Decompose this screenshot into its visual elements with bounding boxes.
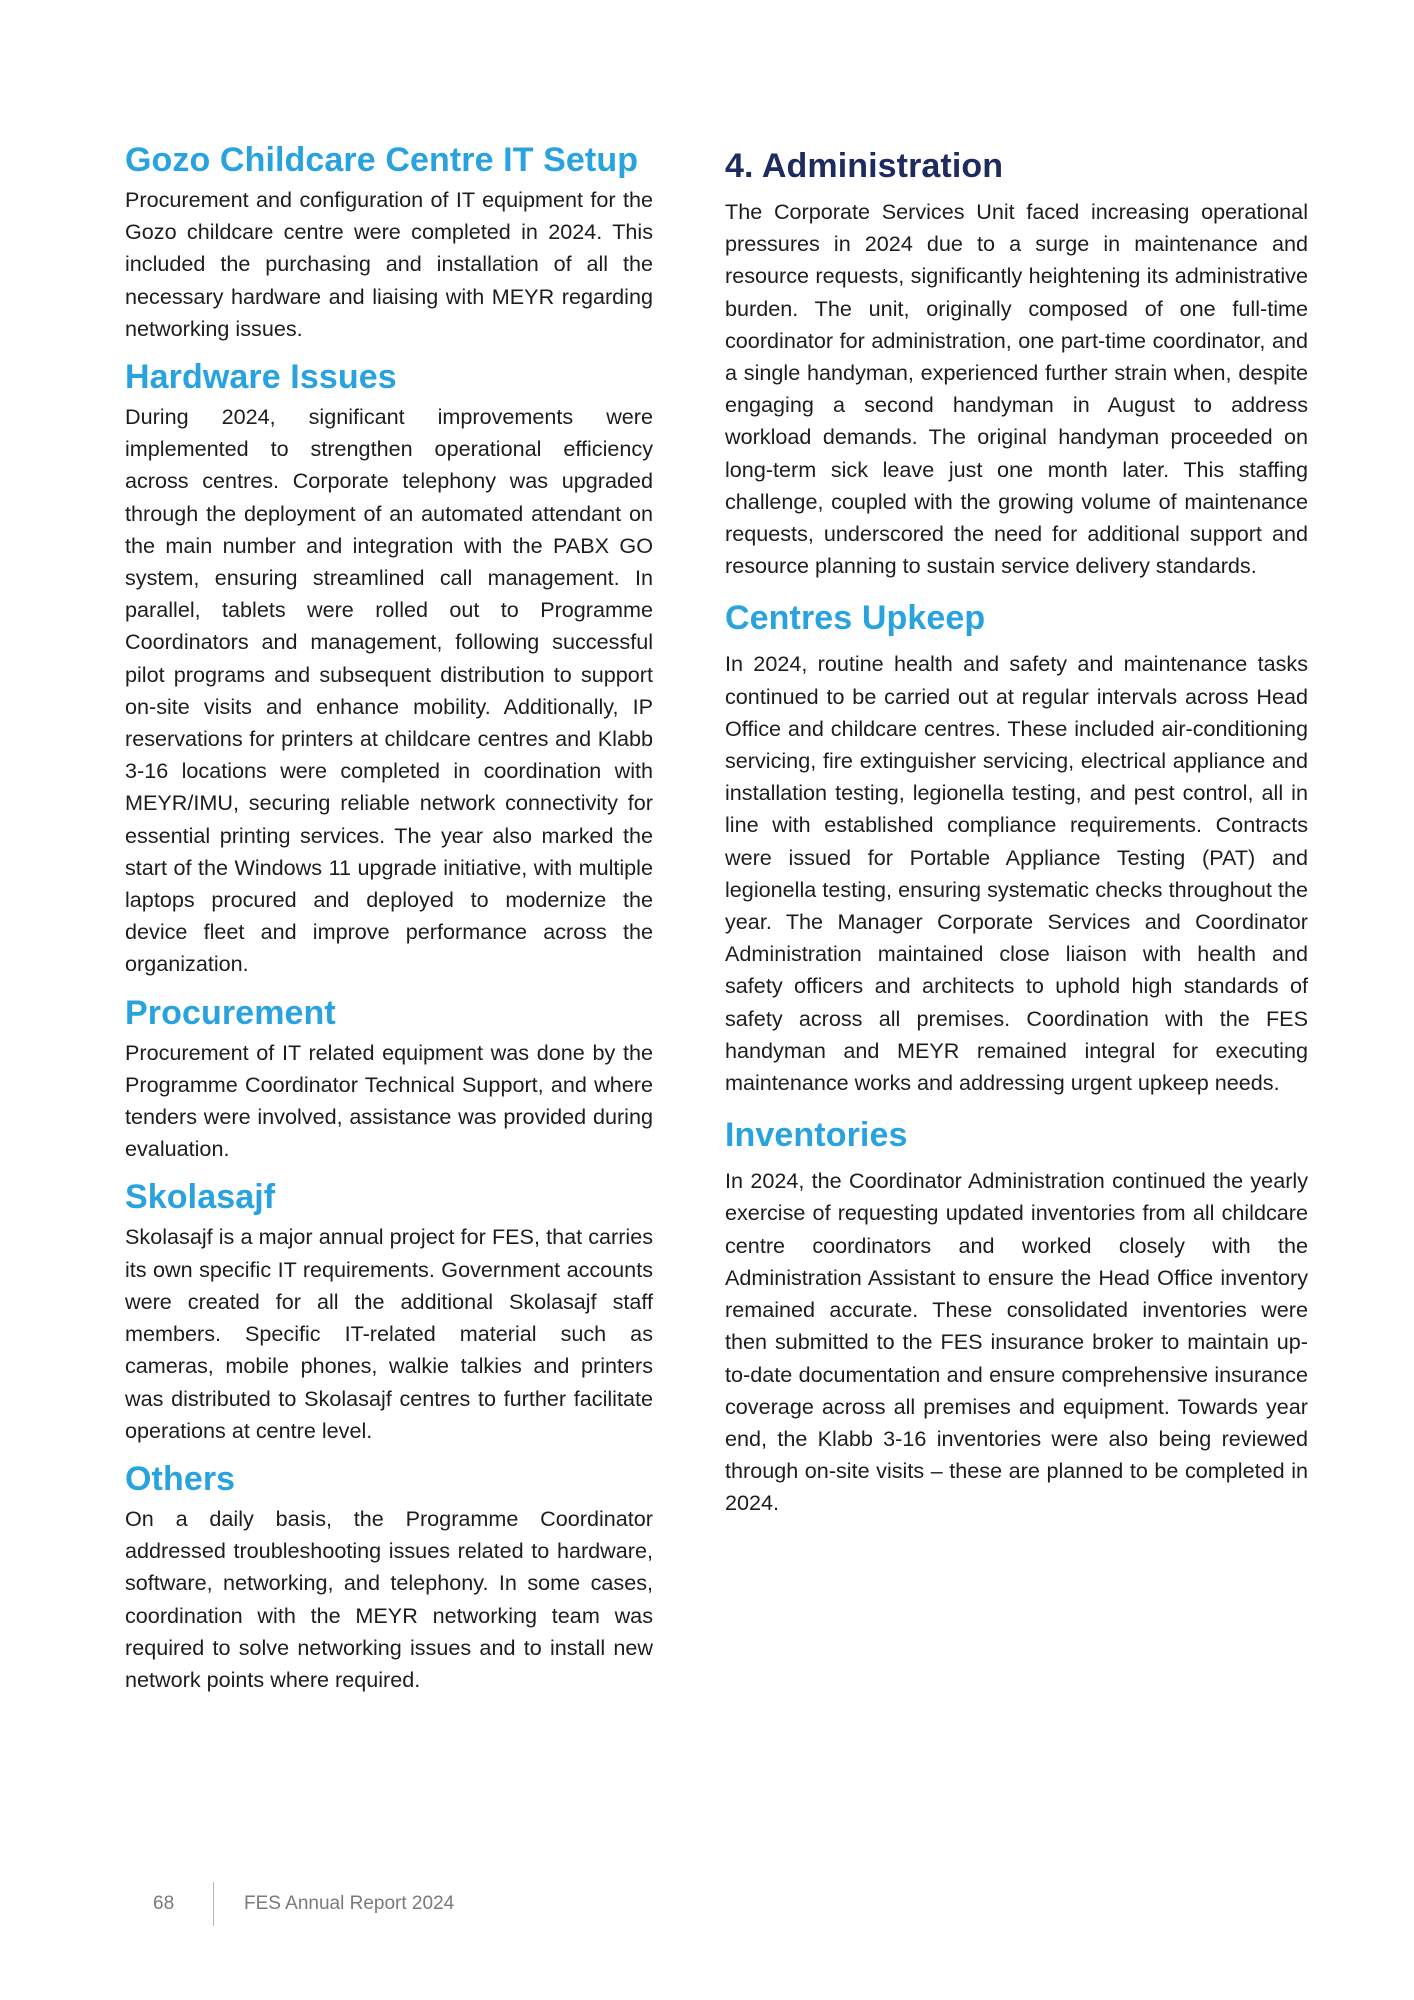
heading-others: Others	[125, 1459, 236, 1498]
paragraph-skolasajf: Skolasajf is a major annual project for FES, that carries its own specific IT requirements. Government accounts were created for all the additional Skolasajf staff members. Specific IT-related material such as cameras, mobile phones, walkie talkies and printers was distributed to Skolasajf centres to further facilitate operations at centre level.	[125, 1224, 653, 1443]
heading-procurement: Procurement	[125, 993, 336, 1032]
heading-skolasajf: Skolasajf	[125, 1178, 276, 1217]
paragraph-hardware-issues: During 2024, significant improvements were implemented to strengthen operational efficiency across centres. Corporate telephony was upgraded through the deployment of an automated attendant on the main number and integration with the PABX GO system, ensuring streamlined call management. In parallel, tablets were rolled out to Programme Coordinators and management, following successful pilot programs and subsequent distribution to support on-site visits and enhance mobility. Additionally, IP reservations for printers at childcare centres and Klabb 3-16 locations were completed in coordination with MEYR/IMU, securing reliable network connectivity for essential printing services. The year also marked the start of the Windows 11 upgrade initiative, with multiple laptops procured and deployed to modernize the device fleet and improve performance across the organization.	[125, 404, 653, 977]
heading-gozo-it-setup: Gozo Childcare Centre IT Setup	[125, 141, 639, 179]
paragraph-inventories: In 2024, the Coordinator Administration continued the yearly exercise of requesting updated inventories from all childcare centre coordinators and worked closely with the Administration Assistant to ensure the Head Office inventory remained accurate. These consolidated inventories were then submitted to the FES insurance broker to maintain up-to-date documentation and ensure comprehensive insurance coverage across all premises and equipment. Towards year end, the Klabb 3-16 inventories were also being reviewed through on-site visits – these are planned to be completed in 2024.	[725, 1168, 1308, 1516]
heading-centres-upkeep: Centres Upkeep	[725, 599, 986, 638]
paragraph-centres-upkeep: In 2024, routine health and safety and maintenance tasks continued to be carried out at regular intervals across Head Office and childcare centres. These included air-conditioning servicing, fire extinguisher servicing, electrical appliance and installation testing, legionella testing, and pest control, all in line with established compliance requirements. Contracts were issued for Portable Appliance Testing (PAT) and legionella testing, ensuring systematic checks throughout the year. The Manager Corporate Services and Coordinator Administration maintained close liaison with health and safety officers and architects to uphold high standards of safety across all premises. Coordination with the FES handyman and MEYR remained integral for executing maintenance works and addressing urgent upkeep needs.	[725, 651, 1308, 1096]
page-number: 68	[153, 1893, 175, 1914]
left-column	[125, 138, 653, 1706]
right-column	[725, 138, 1308, 1534]
heading-inventories: Inventories	[725, 1116, 908, 1155]
heading-hardware-issues: Hardware Issues	[125, 358, 397, 397]
chapter-title: 4. Administration	[725, 147, 1004, 185]
report-title: FES Annual Report 2024	[244, 1893, 455, 1914]
paragraph-administration-intro: The Corporate Services Unit faced increasing operational pressures in 2024 due to a surge in maintenance and resource requests, significantly heightening its administrative burden. The unit, originally composed of one full-time coordinator for administration, one part-time coordinator, and a single handyman, experienced further strain when, despite engaging a second handyman in August to address workload demands. The original handyman proceeded on long-term sick leave just one month later. This staffing challenge, coupled with the growing volume of maintenance requests, underscored the need for additional support and resource planning to sustain service delivery standards.	[725, 199, 1308, 579]
footer-divider	[213, 1882, 214, 1926]
paragraph-others: On a daily basis, the Programme Coordinator addressed troubleshooting issues related to hardware, software, networking, and telephony. In some cases, coordination with the MEYR networking team was required to solve networking issues and to install new network points where required.	[125, 1505, 653, 1692]
paragraph-gozo-it-setup: Procurement and configuration of IT equipment for the Gozo childcare centre were completed in 2024. This included the purchasing and installation of all the necessary hardware and liaising with MEYR regarding networking issues.	[125, 187, 653, 341]
page-footer	[153, 1883, 454, 1925]
paragraph-procurement: Procurement of IT related equipment was done by the Programme Coordinator Technical Support, and where tenders were involved, assistance was provided during evaluation.	[125, 1039, 653, 1162]
